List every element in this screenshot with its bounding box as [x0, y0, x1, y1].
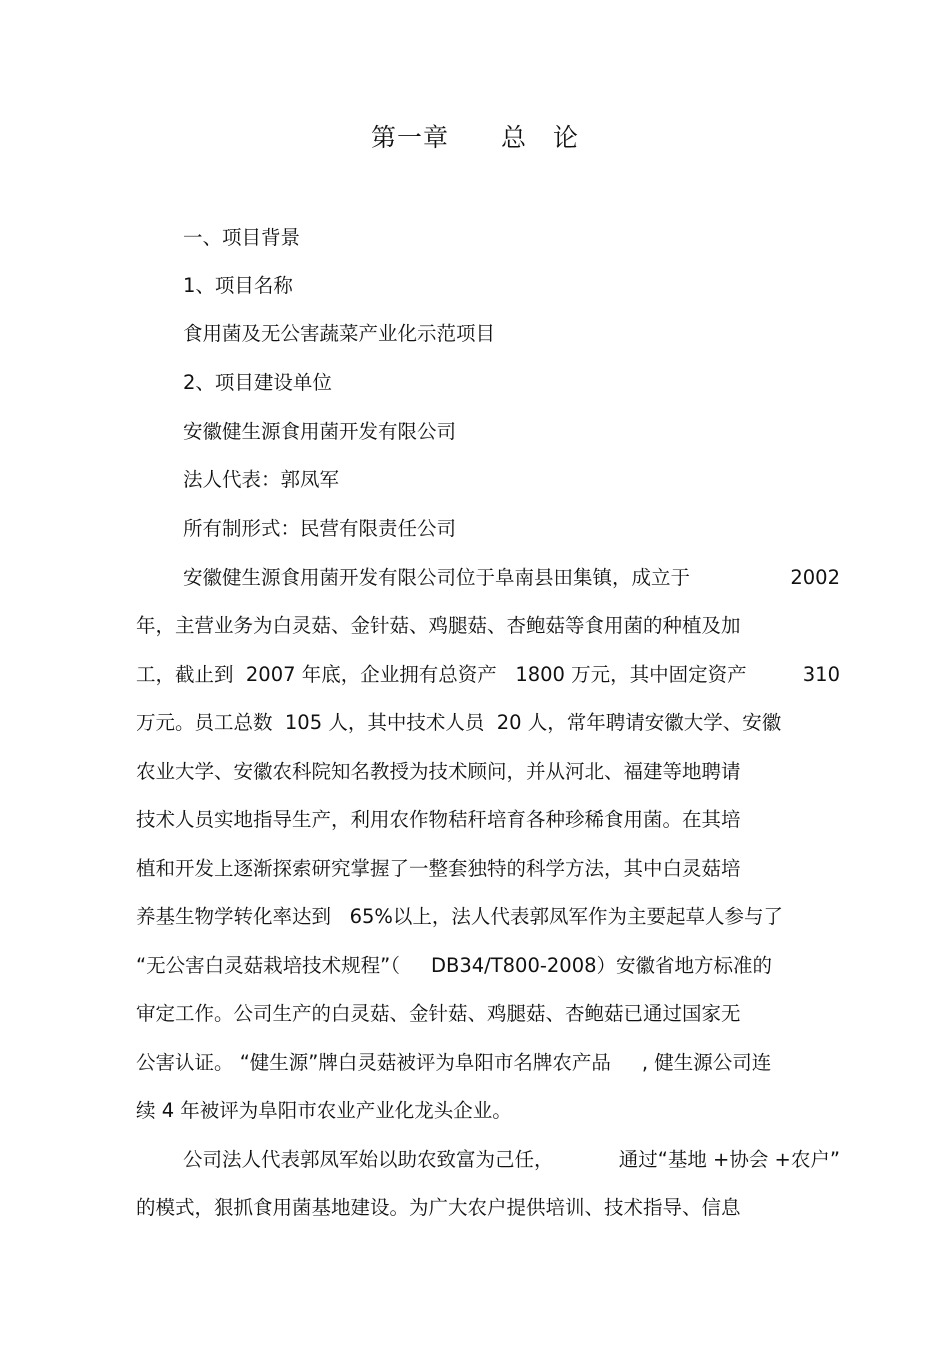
paragraph-line — [136, 661, 840, 689]
legal-rep-text: 法人代表：郭凤军 — [183, 468, 340, 491]
paragraph-text: 2002 — [790, 566, 840, 589]
paragraph-line: 审定工作。公司生产的白灵菇、金针菇、鸡腿菇、杏鲍菇已通过国家无 — [136, 1002, 741, 1025]
section-heading: 一、项目背景 — [183, 226, 301, 249]
paragraph-text: 安徽健生源食用菌开发有限公司位于阜南县田集镇，成立于 — [183, 566, 691, 589]
paragraph-text: 通过“基地 +协会 +农户” — [618, 1148, 840, 1171]
paragraph-line — [183, 1146, 840, 1174]
paragraph-text: 310 — [802, 663, 840, 686]
paragraph-text: 工，截止到 2007 年底，企业拥有总资产 1800 万元，其中固定资产 — [136, 663, 747, 686]
paragraph-line: 公害认证。 “健生源”牌白灵菇被评为阜阳市名牌农产品 , 健生源公司连 — [136, 1051, 772, 1074]
paragraph-line: 农业大学、安徽农科院知名教授为技术顾问，并从河北、福建等地聘请 — [136, 760, 741, 783]
paragraph-text: 公司法人代表郭凤军始以助农致富为己任， — [183, 1148, 554, 1171]
paragraph-line: 养基生物学转化率达到 65%以上，法人代表郭凤军作为主要起草人参与了 — [136, 905, 783, 928]
company-name-text: 安徽健生源食用菌开发有限公司 — [183, 420, 457, 443]
ownership-text: 所有制形式：民营有限责任公司 — [183, 517, 457, 540]
paragraph-line: 植和开发上逐渐探索研究掌握了一整套独特的科学方法，其中白灵菇培 — [136, 857, 741, 880]
item-heading-builder: 2、项目建设单位 — [183, 371, 332, 394]
paragraph-line: “无公害白灵菇栽培技术规程”（ DB34/T800-2008）安徽省地方标准的 — [136, 954, 773, 977]
item-heading-project-name: 1、项目名称 — [183, 274, 293, 297]
paragraph-line: 续 4 年被评为阜阳市农业产业化龙头企业。 — [136, 1099, 512, 1122]
chapter-title: 第一章 总 论 — [370, 123, 579, 152]
paragraph-line: 万元。员工总数 105 人，其中技术人员 20 人，常年聘请安徽大学、安徽 — [136, 711, 782, 734]
paragraph-line: 技术人员实地指导生产，利用农作物秸秆培育各种珍稀食用菌。在其培 — [136, 808, 741, 831]
project-name-text: 食用菌及无公害蔬菜产业化示范项目 — [183, 322, 496, 345]
paragraph-line: 年，主营业务为白灵菇、金针菇、鸡腿菇、杏鲍菇等食用菌的种植及加 — [136, 614, 741, 637]
paragraph-line: 的模式，狠抓食用菌基地建设。为广大农户提供培训、技术指导、信息 — [136, 1196, 741, 1219]
paragraph-line — [183, 564, 840, 592]
